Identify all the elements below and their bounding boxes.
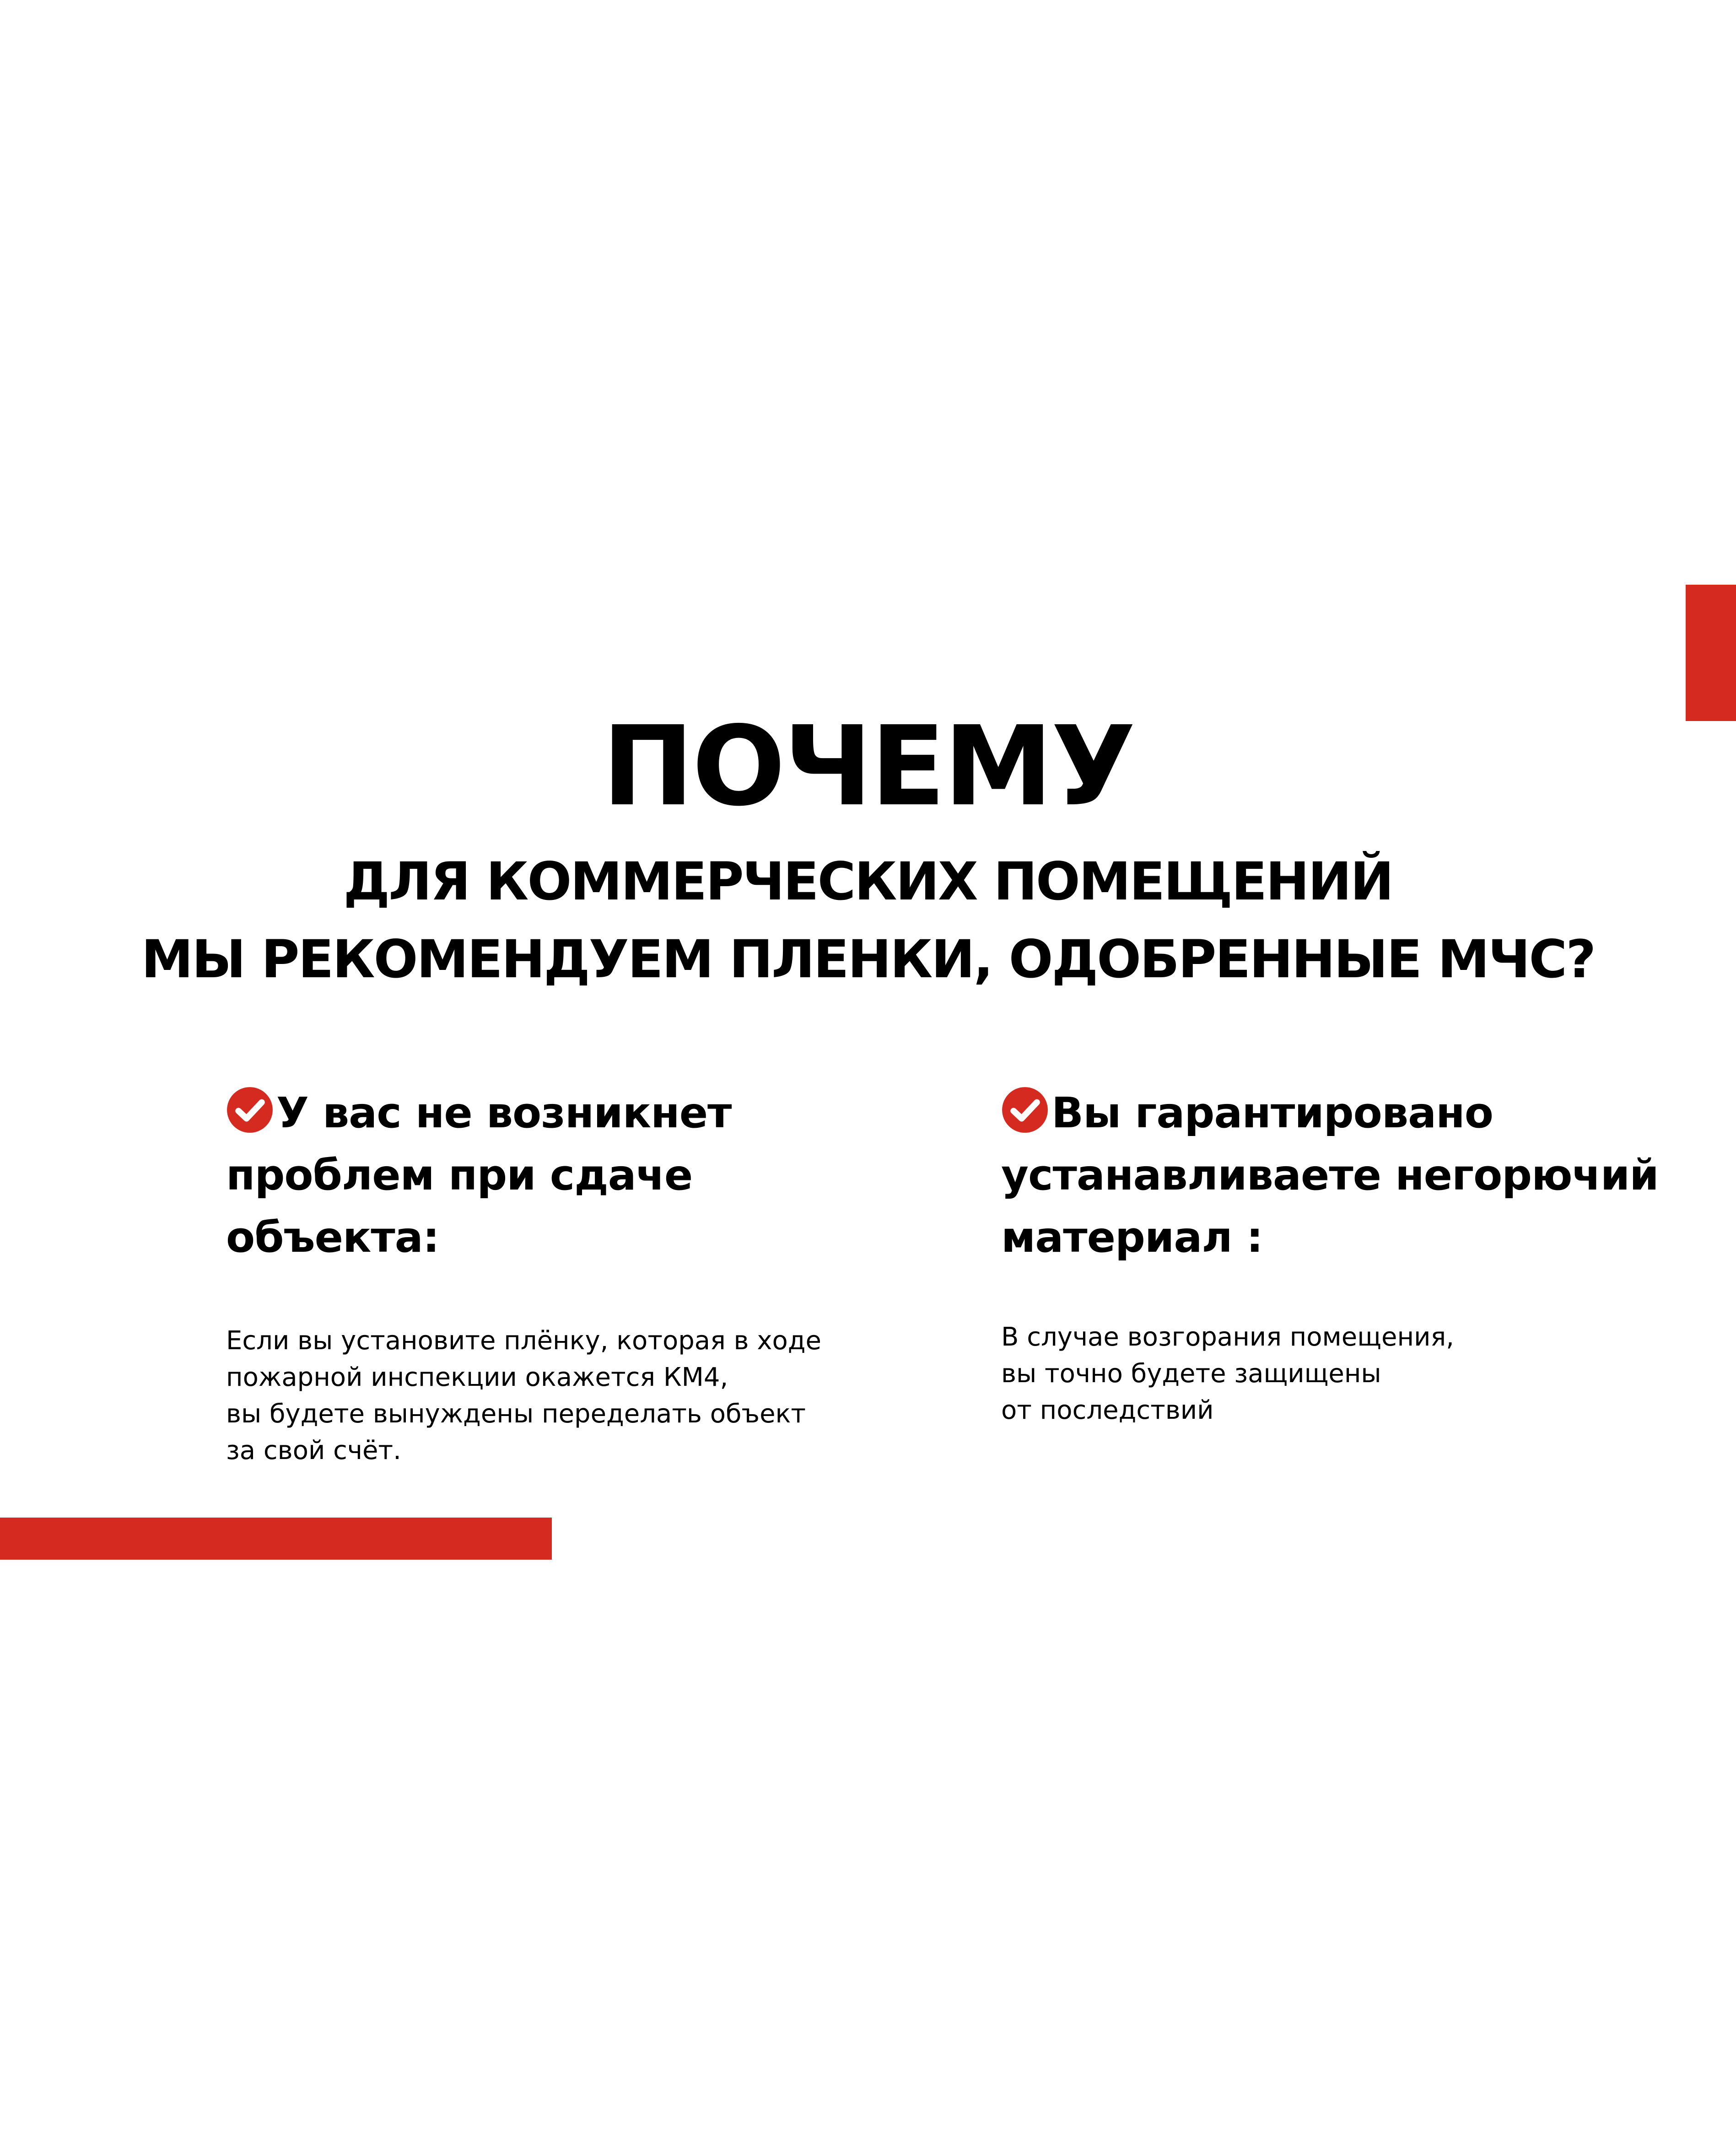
benefit-heading-rest: устанавливаете негорючий материал : [1001, 1151, 1659, 1262]
page-title: ПОЧЕМУ [602, 702, 1134, 830]
benefit-description: Если вы установите плёнку, которая в ходе пожарной инспекции окажется КМ4, вы будете вынуждены переделать объект за свой счёт. [226, 1326, 821, 1465]
subtitle-line-1: ДЛЯ КОММЕРЧЕСКИХ ПОМЕЩЕНИЙ [343, 851, 1393, 912]
benefit-heading [1001, 1082, 1697, 1269]
accent-bar-left [0, 1518, 552, 1560]
benefit-point-2 [1001, 1082, 1697, 1429]
benefit-heading [226, 1082, 912, 1269]
benefit-heading-rest: проблем при сдаче объекта: [226, 1151, 693, 1262]
subtitle-line-2: МЫ РЕКОМЕНДУЕМ ПЛЕНКИ, ОДОБРЕННЫЕ МЧС? [141, 929, 1595, 990]
benefit-heading-first-line: У вас не возникнет [276, 1088, 732, 1137]
check-circle-icon [1001, 1086, 1049, 1134]
accent-bar-right [1686, 585, 1736, 721]
benefit-description: В случае возгорания помещения, вы точно будете защищены от последствий [1001, 1322, 1454, 1425]
benefit-heading-first-line: Вы гарантировано [1051, 1088, 1493, 1137]
check-circle-icon [226, 1086, 274, 1134]
benefit-point-1 [226, 1082, 912, 1469]
